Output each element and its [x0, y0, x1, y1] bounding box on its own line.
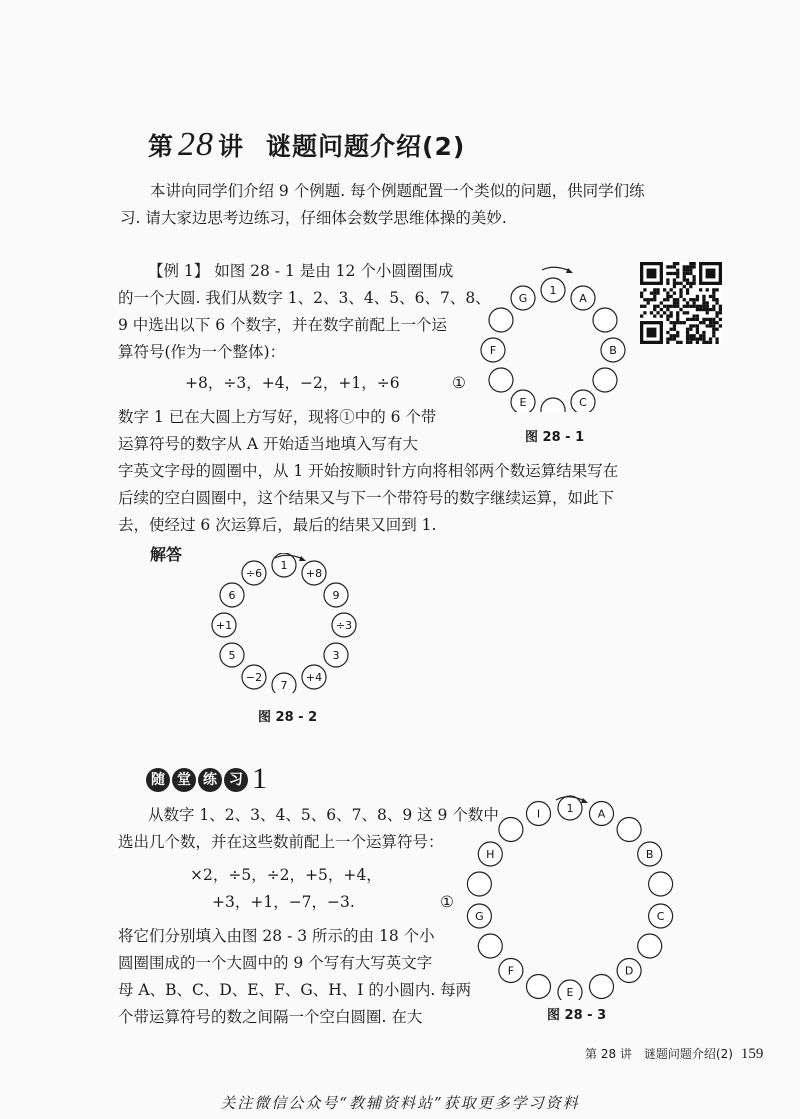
fig3-label: I — [536, 807, 541, 821]
fig3-label: B — [645, 848, 654, 861]
fig1-label: 1 — [549, 284, 557, 297]
practice-badge-1: 随 — [146, 768, 170, 792]
practice-formula-mark: ① — [440, 893, 454, 911]
page-number: 159 — [740, 1046, 764, 1062]
bottom-note: 关注微信公众号“教辅资料站”获取更多学习资料 — [220, 1094, 580, 1112]
example1-line-6: 运算符号的数字从 A 开始适当地填入写有大 — [118, 435, 419, 453]
page-footer — [585, 1045, 763, 1063]
title-prefix: 第 — [148, 132, 175, 161]
example1-line-7: 字英文字母的圆圈中，从 1 开始按顺时针方向将相邻两个数运算结果写在 — [118, 462, 619, 480]
fig2-label: +4 — [305, 670, 323, 684]
page-title — [148, 126, 465, 164]
title-topic: 谜题问题介绍(2) — [266, 132, 466, 161]
example1-line-8: 后续的空白圆圈中，这个结果又与下一个带符号的数字继续运算，如此下 — [118, 489, 615, 507]
fig3-label: E — [566, 986, 574, 999]
intro-line-1: 本讲向同学们介绍 9 个例题. 每个例题配置一个类似的问题，供同学们练 — [150, 182, 645, 200]
fig1-circle — [489, 308, 513, 332]
fig2-label: 7 — [280, 679, 288, 692]
fig3-circle — [617, 818, 641, 842]
arrowhead-icon — [581, 798, 588, 803]
figure-28-1 — [478, 262, 628, 412]
fig2-label: +1 — [215, 619, 233, 632]
fig3-label: H — [486, 848, 495, 861]
example1-line-5: 数字 1 已在大圆上方写好，现将①中的 6 个带 — [118, 408, 437, 426]
fig1-label: G — [518, 292, 528, 305]
fig1-circle — [541, 398, 565, 412]
practice-formula-1: ×2，÷5，÷2，+5，+4， — [190, 866, 382, 884]
fig2-caption: 图 28 - 2 — [258, 710, 318, 725]
fig3-label: C — [656, 909, 665, 923]
fig2-label: 3 — [332, 649, 340, 662]
example1-line-1: 【例 1】 如图 28 - 1 是由 12 个小圆圈围成 — [148, 262, 454, 280]
practice-line-6: 个带运算符号的数之间隔一个空白圆圈. 在大 — [118, 1008, 423, 1026]
example1-line-4: 算符号(作为一个整体)： — [118, 343, 286, 361]
fig1-label: E — [519, 395, 527, 409]
fig3-circle — [649, 872, 673, 896]
example1-line-9: 去，使经过 6 次运算后，最后的结果又回到 1. — [118, 516, 437, 534]
fig3-label: 1 — [566, 802, 574, 815]
fig2-label: 1 — [280, 559, 288, 572]
fig1-label: A — [579, 292, 587, 305]
fig1-label: F — [489, 344, 497, 357]
example1-line-3: 9 中选出以下 6 个数字，并在数字前配上一个运 — [118, 316, 448, 334]
qr-code-icon — [640, 262, 722, 344]
fig3-label: G — [475, 909, 484, 923]
practice-formula-2: +3，+1，−7，−3. — [212, 893, 355, 911]
fig2-label: 6 — [228, 589, 236, 602]
fig2-label: 5 — [228, 649, 236, 662]
example1-formula-mark: ① — [452, 374, 466, 392]
fig3-label: A — [597, 807, 606, 821]
fig3-circle — [467, 872, 491, 896]
arrowhead-icon — [566, 268, 573, 273]
fig3-circle — [499, 818, 523, 842]
fig2-label: ÷6 — [245, 567, 263, 580]
practice-badge-2: 堂 — [172, 768, 196, 792]
answer-label: 解答 — [150, 545, 183, 564]
fig3-circle — [478, 934, 502, 958]
fig1-caption: 图 28 - 1 — [525, 430, 585, 445]
practice-line-5: 母 A、B、C、D、E、F、G、H、I 的小圆内. 每两 — [118, 981, 472, 999]
practice-line-1: 从数字 1、2、3、4、5、6、7、8、9 这 9 个数中 — [148, 806, 499, 824]
arrowhead-icon — [299, 556, 306, 561]
practice-line-3: 将它们分别填入由图 28 - 3 所示的由 18 个小 — [118, 927, 435, 945]
fig2-label: ÷3 — [335, 619, 353, 632]
title-suffix: 讲 — [218, 132, 245, 161]
practice-number: 1 — [252, 762, 267, 795]
fig1-label: C — [579, 395, 587, 409]
lecture-number: 28 — [178, 126, 215, 163]
fig3-circle — [590, 975, 614, 999]
footer-text: 第 28 讲 谜题问题介绍(2) — [585, 1047, 733, 1061]
fig1-circle — [489, 368, 513, 392]
fig2-label: +8 — [305, 567, 323, 580]
fig1-circle — [593, 308, 617, 332]
practice-badge-4: 习 — [224, 768, 248, 792]
fig3-label: F — [507, 964, 515, 978]
clockwise-arrow-icon — [542, 267, 570, 271]
fig3-label: D — [624, 964, 634, 978]
example1-line-2: 的一个大圆. 我们从数字 1、2、3、4、5、6、7、8、 — [118, 289, 491, 307]
figure-28-3 — [465, 790, 685, 1000]
practice-line-2: 选出几个数，并在这些数前配上一个运算符号： — [118, 833, 444, 851]
fig2-label: 9 — [332, 589, 340, 602]
practice-badge-3: 练 — [198, 768, 222, 792]
figure-28-2 — [211, 553, 361, 693]
fig2-label: −2 — [245, 670, 263, 684]
fig1-circle — [593, 368, 617, 392]
example1-formula: +8，÷3，+4，−2，+1，÷6 — [185, 374, 400, 392]
fig1-label: B — [609, 344, 617, 357]
fig3-caption: 图 28 - 3 — [547, 1008, 607, 1023]
fig3-circle — [638, 934, 662, 958]
practice-line-4: 圆圈围成的一个大圆中的 9 个写有大写英文字 — [118, 954, 433, 972]
fig3-circle — [527, 975, 551, 999]
intro-line-2: 习. 请大家边思考边练习，仔细体会数学思维体操的美妙. — [120, 209, 507, 227]
practice-heading — [146, 762, 267, 796]
